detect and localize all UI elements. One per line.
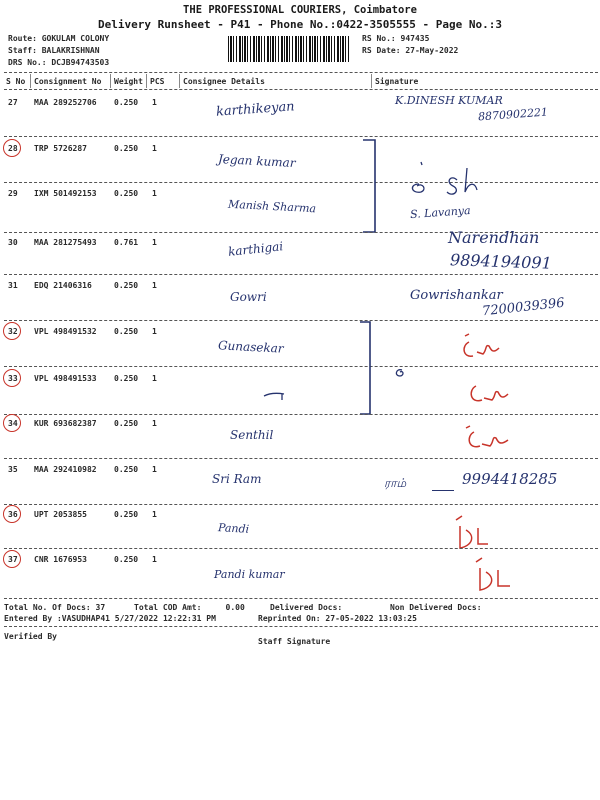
row-consignment: VPL 498491533 — [34, 374, 97, 383]
rs-date: RS Date: 27-May-2022 — [362, 46, 459, 55]
row-sno: 34 — [8, 419, 18, 428]
red-initials-mark — [470, 554, 530, 598]
row-weight: 0.250 — [114, 374, 139, 383]
divider — [4, 458, 598, 459]
divider — [4, 626, 598, 627]
consignee-handwriting: Manish Sharma — [227, 197, 317, 216]
row-consignment: MAA 281275493 — [34, 238, 97, 247]
row-weight: 0.250 — [114, 510, 139, 519]
drs-label: DRS No.: DCJB94743503 — [8, 58, 110, 67]
col-signature: Signature — [375, 77, 419, 86]
signature-phone: 9894194091 — [449, 250, 553, 273]
row-consignment: UPT 2053855 — [34, 510, 87, 519]
route-label: Route: GOKULAM COLONY — [8, 34, 110, 43]
divider — [4, 598, 598, 599]
row-sno: 36 — [8, 510, 18, 519]
row-sno: 27 — [8, 98, 18, 107]
divider — [4, 414, 598, 415]
row-weight: 0.250 — [114, 419, 139, 428]
row-weight: 0.250 — [114, 189, 139, 198]
row-weight: 0.761 — [114, 238, 139, 247]
signature-scribble — [405, 160, 525, 200]
row-consignment: EDQ 21406316 — [34, 281, 92, 290]
consignee-handwriting: Pandi kumar — [214, 568, 285, 581]
signature-phone: 7200039396 — [481, 295, 566, 320]
row-pcs: 1 — [152, 510, 157, 519]
signature-phone: 9994418285 — [462, 470, 558, 488]
row-consignment: IXM 501492153 — [34, 189, 97, 198]
consignee-handwriting: Jegan kumar — [217, 151, 296, 171]
runsheet-subtitle: Delivery Runsheet - P41 - Phone No.:0422-3505555 - Page No.:3 — [98, 18, 502, 31]
row-pcs: 1 — [152, 144, 157, 153]
divider — [4, 274, 598, 275]
row-pcs: 1 — [152, 465, 157, 474]
row-consignment: KUR 693682387 — [34, 419, 97, 428]
company-title: THE PROFESSIONAL COURIERS, Coimbatore — [183, 4, 417, 16]
row-weight: 0.250 — [114, 465, 139, 474]
total-docs: Total No. Of Docs: 37 — [4, 603, 106, 612]
verified-by: Verified By — [4, 632, 57, 641]
grouping-bracket — [355, 136, 395, 236]
staff-label: Staff: BALAKRISHNAN — [8, 46, 100, 55]
row-sno: 35 — [8, 465, 18, 474]
col-consignee: Consignee Details — [183, 77, 265, 86]
row-consignment: CNR 1676953 — [34, 555, 87, 564]
row-pcs: 1 — [152, 98, 157, 107]
row-pcs: 1 — [152, 281, 157, 290]
row-sno: 31 — [8, 281, 18, 290]
consignee-handwriting: karthikeyan — [215, 99, 296, 120]
non-delivered-docs: Non Delivered Docs: — [390, 603, 482, 612]
row-consignment: TRP 5726287 — [34, 144, 87, 153]
row-consignment: MAA 292410982 — [34, 465, 97, 474]
signature-scribble — [392, 364, 408, 380]
rs-number: RS No.: 947435 — [362, 34, 430, 43]
row-sno: 32 — [8, 327, 18, 336]
staff-signature: Staff Signature — [258, 637, 331, 646]
row-weight: 0.250 — [114, 98, 139, 107]
grouping-bracket — [350, 318, 390, 418]
row-pcs: 1 — [152, 555, 157, 564]
signature-handwriting: K.DINESH KUMAR — [395, 94, 503, 107]
signature-phone: 8870902221 — [477, 105, 549, 124]
row-weight: 0.250 — [114, 281, 139, 290]
row-weight: 0.250 — [114, 327, 139, 336]
consignee-handwriting: Sri Ram — [212, 472, 262, 486]
col-pcs: PCS — [150, 77, 165, 86]
row-weight: 0.250 — [114, 144, 139, 153]
divider — [4, 366, 598, 367]
row-consignment: MAA 289252706 — [34, 98, 97, 107]
consignee-mark — [260, 390, 290, 404]
row-sno: 37 — [8, 555, 18, 564]
row-pcs: 1 — [152, 238, 157, 247]
signature-handwriting: ராம் — [384, 476, 407, 490]
row-pcs: 1 — [152, 327, 157, 336]
col-consignment: Consignment No — [34, 77, 102, 86]
divider — [4, 72, 598, 73]
consignee-handwriting: Senthil — [230, 428, 274, 442]
row-consignment: VPL 498491532 — [34, 327, 97, 336]
signature-handwriting: S. Lavanya — [409, 203, 472, 222]
consignee-handwriting: Pandi — [217, 521, 250, 536]
consignee-handwriting: karthigai — [227, 239, 284, 259]
row-pcs: 1 — [152, 189, 157, 198]
consignee-handwriting: Gunasekar — [217, 338, 284, 356]
divider — [4, 320, 598, 321]
row-weight: 0.250 — [114, 555, 139, 564]
red-initials-mark — [458, 420, 514, 456]
divider — [4, 89, 598, 90]
signature-handwriting: Gowrishankar — [410, 288, 503, 303]
col-sno: S No — [6, 77, 26, 86]
divider — [4, 136, 598, 137]
delivered-docs: Delivered Docs: — [270, 603, 343, 612]
row-sno: 33 — [8, 374, 18, 383]
signature-handwriting: Narendhan — [448, 228, 540, 247]
row-sno: 30 — [8, 238, 18, 247]
col-weight: Weight — [114, 77, 143, 86]
row-pcs: 1 — [152, 419, 157, 428]
total-cod: Total COD Amt: 0.00 — [134, 603, 245, 612]
consignee-handwriting: Gowri — [230, 290, 267, 304]
row-sno: 29 — [8, 189, 18, 198]
barcode — [228, 36, 350, 62]
divider — [4, 548, 598, 549]
row-sno: 28 — [8, 144, 18, 153]
entered-by: Entered By :VASUDHAP41 5/27/2022 12:22:31 PM — [4, 614, 216, 623]
divider — [4, 504, 598, 505]
red-initials-mark — [455, 328, 515, 368]
red-initials-mark — [462, 378, 512, 412]
row-pcs: 1 — [152, 374, 157, 383]
reprinted-on: Reprinted On: 27-05-2022 13:03:25 — [258, 614, 417, 623]
